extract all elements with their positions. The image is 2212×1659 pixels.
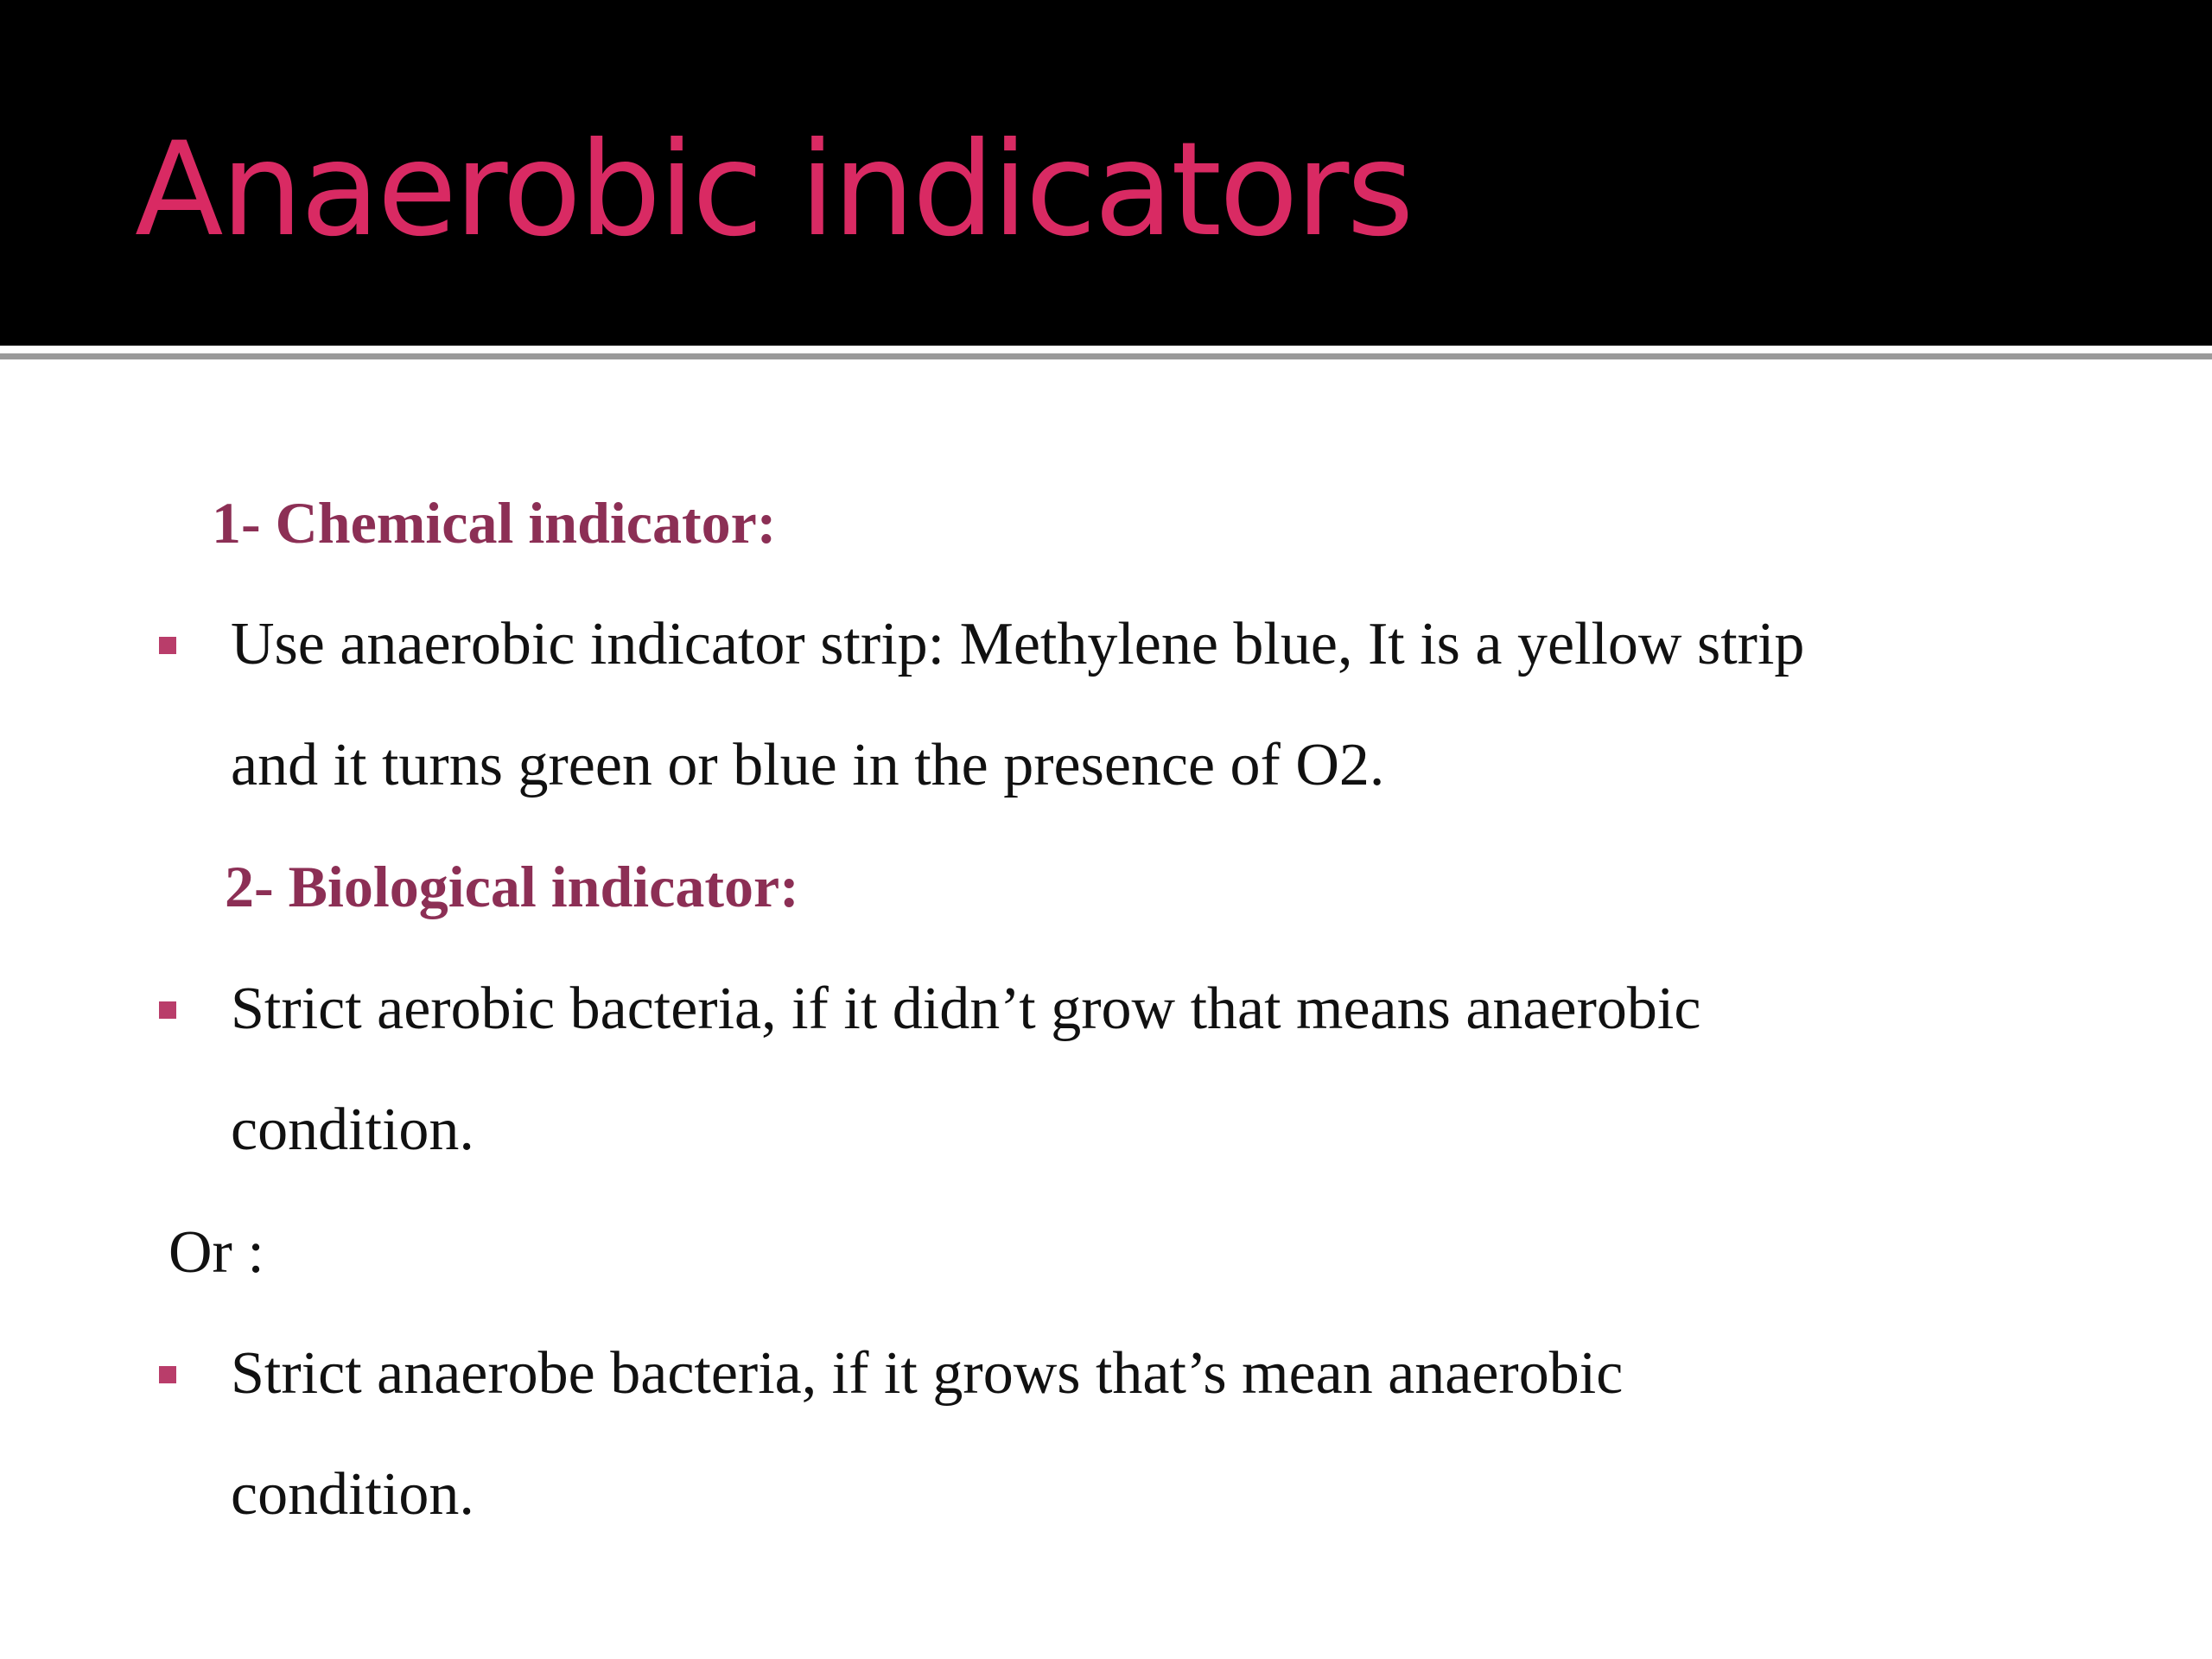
title-divider-gray (0, 353, 2212, 359)
bullet-square-icon (159, 1001, 176, 1019)
bullet-1-line-2: and it turns green or blue in the presence of O2. (231, 732, 1385, 798)
title-divider-white (0, 346, 2212, 351)
title-bar (0, 0, 2212, 346)
bullet-square-icon (159, 1366, 176, 1383)
bullet-3-line-1: Strict anaerobe bacteria, if it grows that’s mean anaerobic (231, 1340, 1624, 1407)
slide-title: Anaerobic indicators (135, 115, 1412, 265)
bullet-1-line-1: Use anaerobic indicator strip: Methylene blue, It is a yellow strip (231, 611, 1805, 677)
bullet-3-line-2: condition. (231, 1461, 474, 1528)
section-heading-biological: 2- Biological indicator: (225, 854, 799, 919)
bullet-2-line-1: Strict aerobic bacteria, if it didn’t grow that means anaerobic (231, 976, 1701, 1042)
bullet-2-line-2: condition. (231, 1096, 474, 1163)
bullet-square-icon (159, 637, 176, 654)
section-heading-chemical: 1- Chemical indicator: (212, 490, 777, 556)
or-separator: Or : (168, 1219, 264, 1286)
